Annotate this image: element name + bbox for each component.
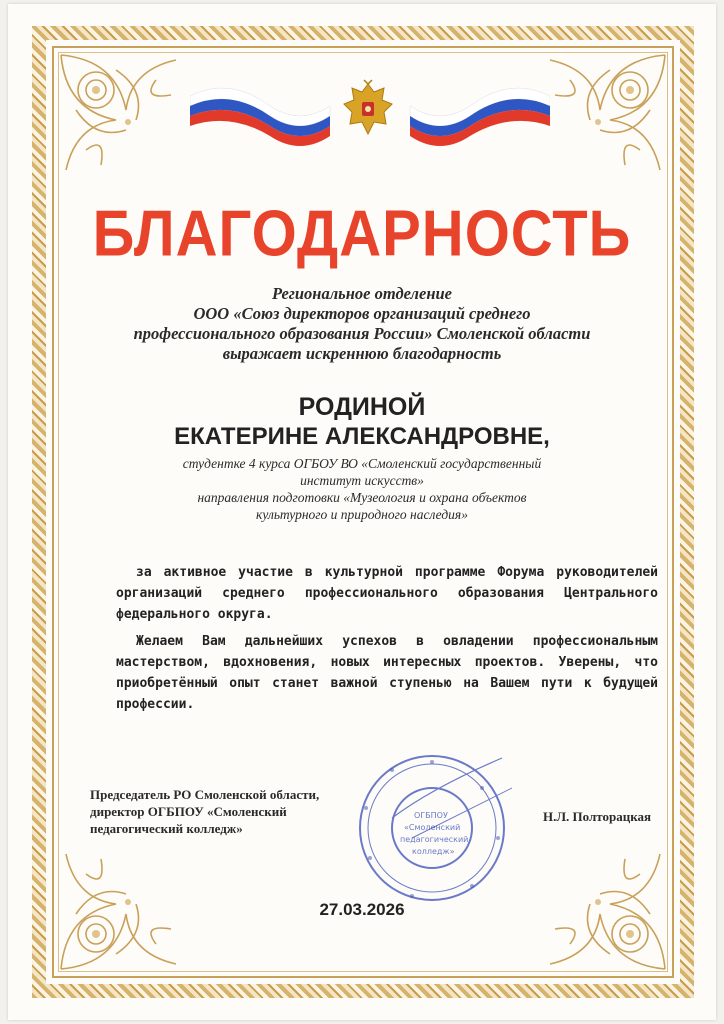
recipient-given-name: ЕКАТЕРИНЕ АЛЕКСАНДРОВНЕ, — [174, 423, 550, 450]
svg-text:ОГБПОУ: ОГБПОУ — [414, 811, 448, 820]
intro-line: выражает искреннюю благодарность — [222, 344, 502, 363]
intro-line: Региональное отделение — [271, 284, 453, 303]
student-info — [120, 455, 604, 523]
signatory-position-line: Председатель РО Смоленской области, — [90, 787, 320, 802]
body-paragraph-text: за активное участие в культурной программе Форума руководителей организаций среднего профессионального образования Центрального федерального округа. — [116, 565, 658, 622]
signatory-name: Н.Л. Полторацкая — [543, 809, 652, 824]
signatory-position — [90, 786, 390, 837]
svg-text:колледж»: колледж» — [412, 847, 455, 856]
issuer-intro — [80, 284, 644, 364]
recipient-surname: РОДИНОЙ — [298, 393, 426, 421]
signatory-position-line: директор ОГБПОУ «Смоленский — [90, 804, 287, 819]
official-stamp-icon — [352, 748, 512, 908]
certificate-title: БЛАГОДАРНОСТЬ — [92, 197, 632, 270]
signatory-position-line: педагогический колледж» — [90, 821, 243, 836]
recipient-name — [0, 392, 724, 452]
body-paragraph — [116, 562, 658, 625]
body-paragraph — [116, 631, 658, 715]
corner-ornament-icon — [540, 50, 670, 180]
issue-date: 27.03.2026 — [319, 900, 405, 919]
coat-of-arms-icon — [338, 78, 398, 140]
student-info-line: студентке 4 курса ОГБОУ ВО «Смоленский государственный — [182, 456, 542, 471]
svg-text:педагогический: педагогический — [400, 835, 469, 844]
intro-line: ООО «Союз директоров организаций среднего — [193, 304, 531, 323]
body-paragraph-text: Желаем Вам дальнейших успехов в овладении профессиональным мастерством, вдохновения, новых интересных проектов. Уверены, что приобретённый опыт станет важной ступенью на Вашем пути к будущей профессии. — [116, 634, 658, 712]
student-info-line: направления подготовки «Музеология и охрана объектов — [197, 490, 527, 505]
corner-ornament-icon — [56, 50, 186, 180]
svg-text:«Смоленский: «Смоленский — [404, 823, 461, 832]
student-info-line: культурного и природного наследия» — [256, 507, 468, 522]
gratitude-body — [116, 562, 658, 721]
student-info-line: институт искусств» — [300, 473, 424, 488]
intro-line: профессионального образования России» Смоленской области — [133, 324, 591, 343]
